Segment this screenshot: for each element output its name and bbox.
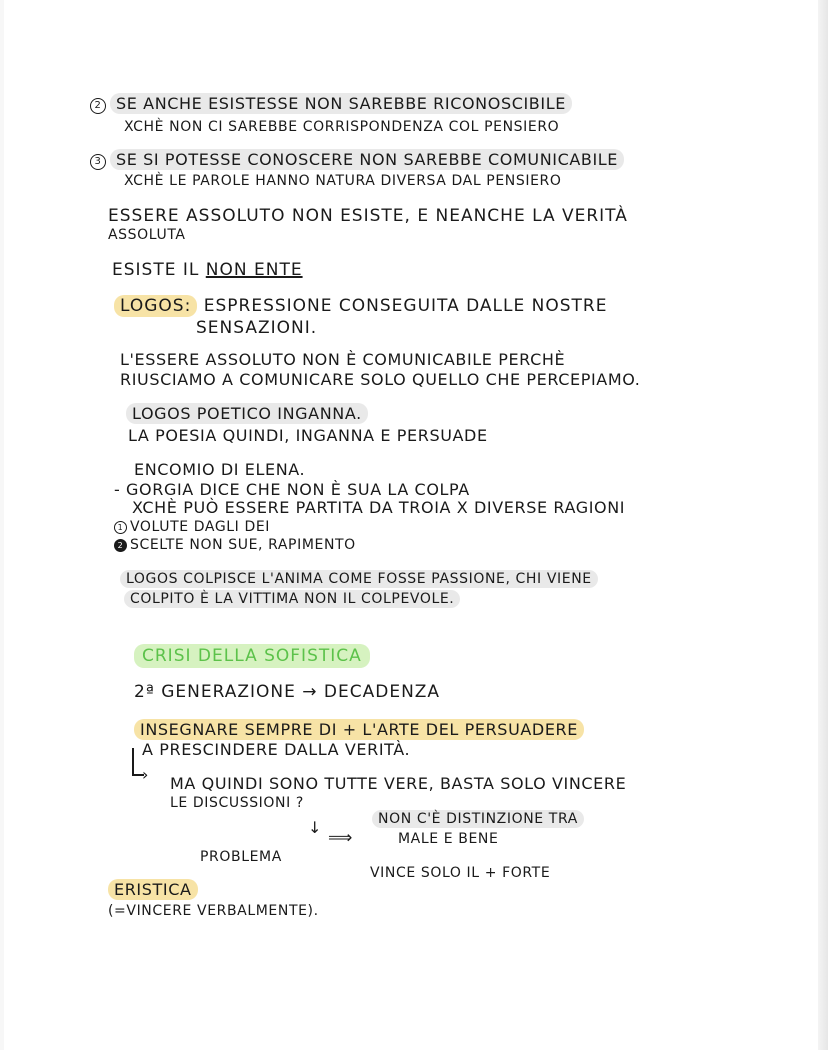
eristica-title: ERISTICA [108, 879, 198, 900]
elena-reason-1 [114, 520, 270, 534]
esiste-non-ente [112, 262, 303, 279]
hook-arrow-head-icon: › [142, 765, 149, 784]
point-2-number: 2 [90, 98, 106, 114]
down-arrow-icon: ↓ [308, 818, 323, 837]
point-2-line-2: XCHÈ NON CI SAREBBE CORRISPONDENZA COL PENSIERO [124, 119, 560, 135]
reason-2-number: 2 [114, 539, 127, 552]
problema-label: PROBLEMA [200, 849, 282, 865]
essere-assoluto-line-2: ASSOLUTA [108, 227, 186, 243]
eristica-definition: (=VINCERE VERBALMENTE). [108, 903, 319, 919]
logos-colpisce-line-1 [120, 572, 598, 586]
crisi-sofistica-title: CRISI DELLA SOFISTICA [134, 644, 370, 668]
logos-definition-text: ESPRESSIONE CONSEGUITA DALLE NOSTRE [203, 296, 608, 316]
quindi-line-1: MA QUINDI SONO TUTTE VERE, BASTA SOLO VINCERE [170, 774, 627, 793]
logos-colpisce-text-2: COLPITO È LA VITTIMA NON IL COLPEVOLE. [124, 590, 460, 608]
reason-1-number: 1 [114, 521, 127, 534]
logos-colpisce-line-2 [124, 592, 460, 606]
point-2-line-1 [90, 96, 572, 114]
page-right-edge [818, 0, 828, 1050]
seconda-generazione: 2ª GENERAZIONE → DECADENZA [134, 682, 441, 702]
point-3-line-2: XCHÈ LE PAROLE HANNO NATURA DIVERSA DAL PENSIERO [124, 173, 562, 189]
vince-forte: VINCE SOLO IL + FORTE [370, 865, 551, 881]
point-3-text: SE SI POTESSE CONOSCERE NON SAREBBE COMUNICABILE [110, 149, 624, 170]
page-left-edge [0, 0, 4, 1050]
distinzione-line-1 [372, 812, 584, 826]
esiste-prefix: ESISTE IL [112, 260, 200, 280]
crisi-sofistica-heading [134, 648, 370, 665]
logos-definition-line-1 [114, 298, 607, 315]
assoluto-comunicabile-line-1: L'ESSERE ASSOLUTO NON È COMUNICABILE PERCHÈ [120, 350, 566, 369]
logos-colpisce-text-1: LOGOS COLPISCE L'ANIMA COME FOSSE PASSIONE, CHI VIENE [120, 570, 598, 588]
non-ente-underlined: NON ENTE [205, 260, 303, 280]
quindi-line-2: LE DISCUSSIONI ? [170, 795, 304, 811]
distinzione-line-2: MALE E BENE [398, 831, 499, 847]
reason-2-text: SCELTE NON SUE, RAPIMENTO [130, 537, 356, 553]
reason-1-text: VOLUTE DAGLI DEI [130, 519, 270, 535]
logos-definition-line-2: SENSAZIONI. [196, 318, 318, 338]
logos-poetico-line-1 [126, 406, 368, 422]
logos-label: LOGOS: [114, 295, 197, 317]
point-2-text: SE ANCHE ESISTESSE NON SAREBBE RICONOSCIBILE [110, 93, 572, 114]
distinzione-text: NON C'È DISTINZIONE TRA [372, 810, 584, 828]
encomio-elena-line-1: - GORGIA DICE CHE NON È SUA LA COLPA [114, 480, 470, 499]
insegnare-line-1 [134, 722, 584, 738]
logos-poetico-line-2: LA POESIA QUINDI, INGANNA E PERSUADE [128, 426, 488, 445]
assoluto-comunicabile-line-2: RIUSCIAMO A COMUNICARE SOLO QUELLO CHE PERCEPIAMO. [120, 370, 641, 389]
eristica-heading [108, 882, 198, 898]
essere-assoluto-line-1: ESSERE ASSOLUTO NON ESISTE, E NEANCHE LA VERITÀ [108, 206, 628, 226]
implies-arrow-icon: ⟹ [328, 828, 354, 848]
encomio-elena-line-2: XCHÈ PUÒ ESSERE PARTITA DA TROIA X DIVERSE RAGIONI [132, 498, 626, 517]
point-3-line-1 [90, 152, 624, 170]
insegnare-text: INSEGNARE SEMPRE DI + L'ARTE DEL PERSUADERE [134, 719, 584, 740]
insegnare-line-2: A PRESCINDERE DALLA VERITÀ. [142, 740, 411, 759]
point-3-number: 3 [90, 154, 106, 170]
elena-reason-2 [114, 538, 356, 552]
logos-poetico-title: LOGOS POETICO INGANNA. [126, 403, 368, 424]
encomio-elena-title: ENCOMIO DI ELENA. [134, 460, 306, 479]
